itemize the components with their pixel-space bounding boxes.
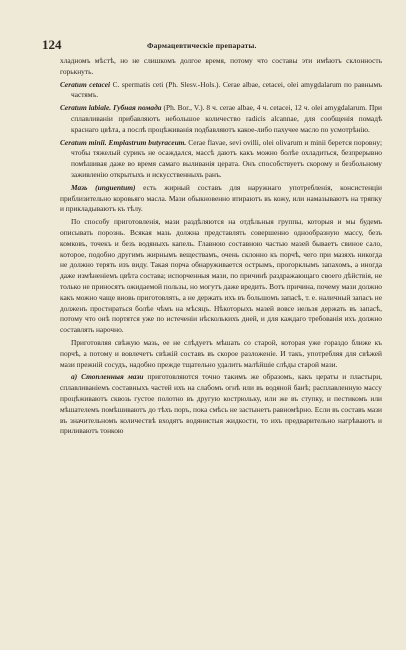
paragraph — [60, 217, 382, 336]
paragraph-text: есть жирный составъ для наружнаго употребленія, консистенціи приблизительно коровьяго масла. Мази обыкновенно втираютъ въ кожу, или намазываютъ на тряпку и прикладываютъ къ тѣлу. — [60, 182, 382, 214]
paragraph — [60, 372, 382, 437]
paragraph-text: хладномъ мѣстѣ, но не слишкомъ долгое время, потому что составы эти имѣютъ склонность горькнуть. — [60, 56, 382, 76]
page-number: 124 — [42, 37, 62, 52]
paragraph-text: Приготовляя свѣжую мазь, ее не слѣдуетъ мѣшать со старой, которая уже гораздо ближе къ порчѣ, а потому и вовлечетъ свѣжій составъ въ скорое разложеніе. И такъ, употребляя для свѣжей мази прежній сосудъ, надобно прежде тщательно удалить малѣйшіе слѣды старой мази. — [60, 337, 382, 369]
paragraph-label: Ceratum minii. Emplastrum butyraceum. — [60, 137, 187, 147]
body-text — [60, 56, 382, 437]
page-header — [42, 39, 382, 51]
paragraph — [60, 338, 382, 370]
paragraph-label: Ceratum cetacei — [60, 79, 111, 89]
paragraph — [60, 80, 382, 102]
paragraph-text: По способу приготовленія, мази раздѣляются на отдѣльныя группы, которыя и мы будемъ описывать порознь. Всякая мазь должна представлять совершенно однообразную массу, безъ комковъ, точекъ и безъ водяныхъ капель. Главною составною частью мазей бываетъ свиное сало, которое, подобно другимъ жирнымъ веществамъ, очень склонно къ порчѣ, чего при мазяхъ никогда не должно терять изъ виду. Такая порча обнаруживается острымъ, прогорклымъ запахомъ, а иногда даже измѣненіемъ цвѣта состава; испорченныя мази, по причинѣ раздражающаго своего дѣйствія, не только не приносятъ ожидаемой пользы, но могутъ даже вредить. Вотъ причина, почему мази должно какъ можно чаще вновь приготовлять, а не держать ихъ въ большомъ запасѣ, т. е. наличный запасъ не долженъ простираться болѣе чѣмъ на мѣсяцъ. Нѣкоторыхъ мазей вовсе нельзя держать въ запасѣ, потому что онѣ портятся уже по истеченіи нѣсколькихъ дней, и для каждаго требованія ихъ должно составлять нарочно. — [60, 217, 382, 335]
paragraph — [60, 56, 382, 78]
paragraph — [60, 138, 382, 181]
paragraph-text: C. spermatis ceti (Ph. Slesv.-Hols.). Cerae albae, cetacei, olei amygdalarum по равнымъ частямъ. — [71, 79, 383, 100]
paragraph-text: Cerae flavae, sevi ovilli, olei olivarum и minii берется поровну; чтобы тяжелый сурикъ не осаждался, массѣ даютъ какъ можно болѣе охладиться, безпрерывно помѣшивая даже во время самаго выливанія церата. Онъ способствуетъ скорому и безбольному заживленію открытыхъ и искусственныхъ ранъ. — [71, 137, 382, 179]
running-title: Фармацевтическіе препараты. — [147, 41, 257, 50]
paragraph-label: а) Стопленныя мази — [71, 372, 144, 382]
paragraph-text: приготовляются точно такимъ же образомъ, какъ цераты и пластыри, сплавливаніемъ составныхъ частей ихъ на слабомъ огнѣ или въ водяной банѣ; расплавленную массу процѣживаютъ сквозь густое полотно въ другую кострюльку, или же въ ступку, и пестикомъ или мѣшателемъ помѣшиваютъ до тѣхъ поръ, пока смѣсь не застынетъ равномѣрно. Если въ составъ мази въ значительномъ количествѣ входятъ водянистыя жидкости, то ихъ предварительно нагрѣваютъ и приливаютъ тонкою — [60, 372, 383, 436]
paragraph-label: Мазь (unguentum) — [71, 182, 136, 192]
paragraph — [60, 183, 382, 215]
paragraph-text: (Ph. Bor., V.). 8 ч. cerae albae, 4 ч. cetacei, 12 ч. olei amygdalarum. При сплавливаніи прибавляютъ небольшое количество radicis alcannae, для сообщенія помадѣ краснаго цвѣта, а послѣ процѣживанія подбавляютъ какое-либо пахучее масло по усмотрѣнію. — [71, 103, 382, 134]
paragraph-label: Ceratum labiale. Губная помада — [60, 103, 162, 113]
paragraph — [60, 103, 382, 135]
